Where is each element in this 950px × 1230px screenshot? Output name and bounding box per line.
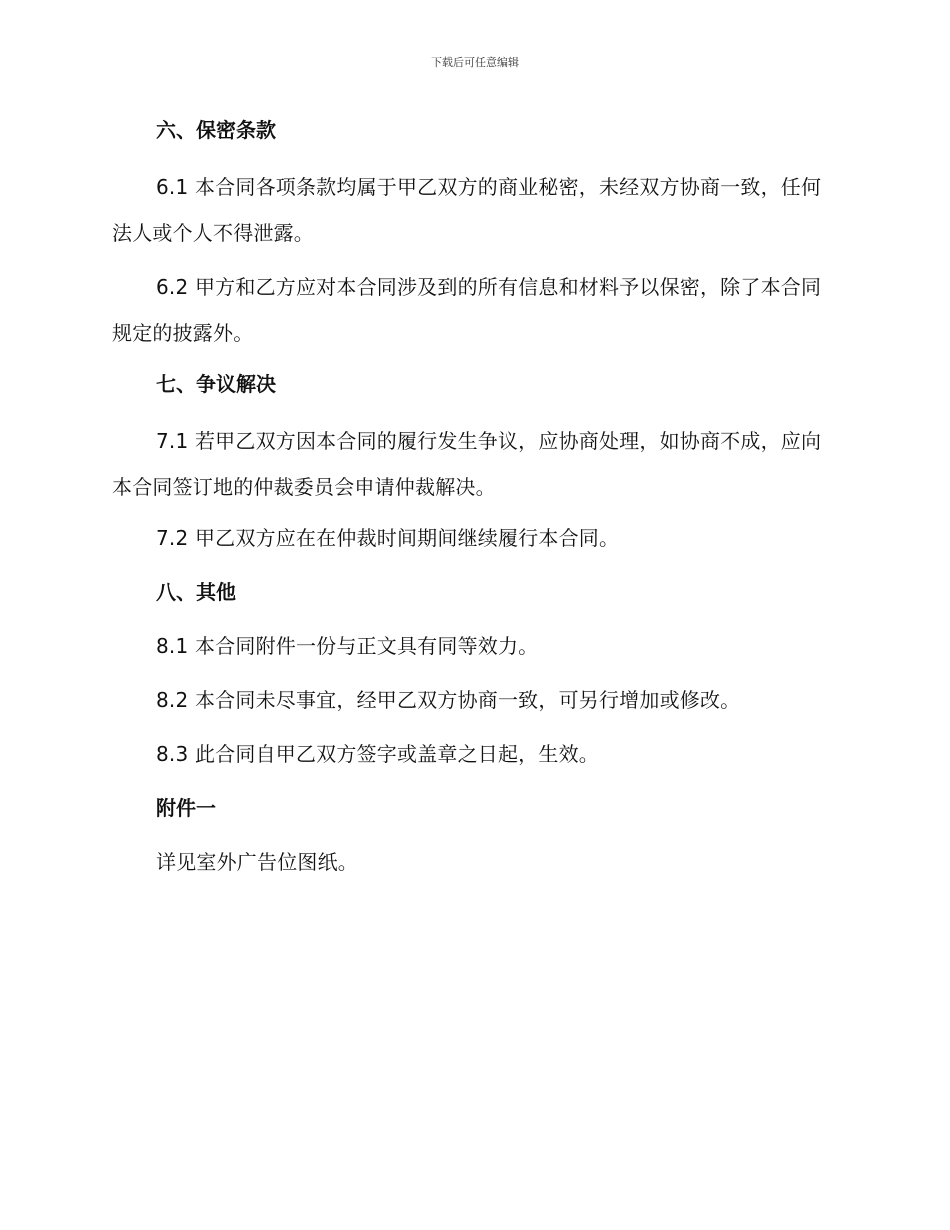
clause-7-1: 7.1 若甲乙双方因本合同的履行发生争议，应协商处理，如协商不成，应向本合同签订地的仲裁委员会申请仲裁解决。 <box>112 429 822 499</box>
section-heading-attachment: 附件一 <box>156 796 216 820</box>
clause-8-2: 8.2 本合同未尽事宜，经甲乙双方协商一致，可另行增加或修改。 <box>156 688 741 712</box>
document-body <box>112 110 830 896</box>
clause-8-3: 8.3 此合同自甲乙双方签字或盖章之日起，生效。 <box>156 742 599 766</box>
clause-6-1: 6.1 本合同各项条款均属于甲乙双方的商业秘密，未经双方协商一致，任何法人或个人不得泄露。 <box>112 175 822 245</box>
page-header: 下载后可任意编辑 <box>431 56 519 69</box>
section-heading-dispute-resolution: 七、争议解决 <box>156 372 276 396</box>
attachment-note: 详见室外广告位图纸。 <box>156 850 358 874</box>
clause-6-2: 6.2 甲方和乙方应对本合同涉及到的所有信息和材料予以保密，除了本合同规定的披露外。 <box>112 275 822 345</box>
section-heading-confidentiality: 六、保密条款 <box>156 118 276 142</box>
clause-7-2: 7.2 甲乙双方应在在仲裁时间期间继续履行本合同。 <box>156 526 620 550</box>
clause-8-1: 8.1 本合同附件一份与正文具有同等效力。 <box>156 634 539 658</box>
section-heading-other: 八、其他 <box>156 580 236 604</box>
